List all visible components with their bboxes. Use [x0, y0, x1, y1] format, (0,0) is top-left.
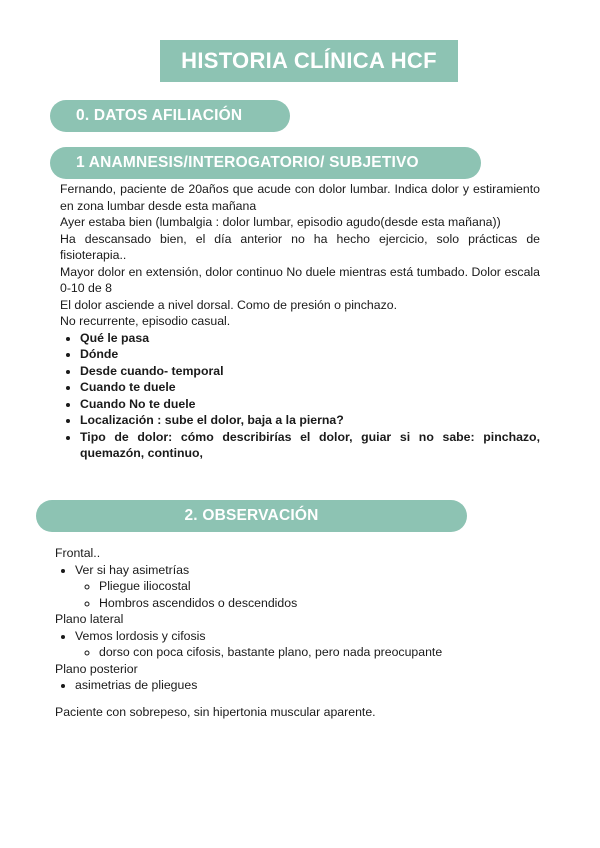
- lateral-list: [55, 628, 555, 661]
- frontal-sublist: [75, 578, 555, 611]
- observation-item: [75, 628, 555, 661]
- anamnesis-paragraph: Mayor dolor en extensión, dolor continuo No duele mientras está tumbado. Dolor escala 0-10 de 8: [60, 264, 540, 295]
- lateral-sublist: [75, 644, 555, 661]
- section-header-datos-afiliacion: 0. DATOS AFILIACIÓN: [50, 100, 290, 132]
- plane-label-posterior: Plano posterior: [55, 661, 138, 676]
- question-item: • Cuando No te duele: [80, 396, 540, 413]
- anamnesis-question-list: [60, 330, 540, 462]
- question-item: • Localización : sube el dolor, baja a la pierna?: [80, 412, 540, 429]
- anamnesis-paragraph: Ha descansado bien, el día anterior no ha hecho ejercicio, solo prácticas de fisioterapia..: [60, 231, 540, 262]
- anamnesis-paragraph: Ayer estaba bien (lumbalgia : dolor lumbar, episodio agudo(desde esta mañana)): [60, 215, 501, 229]
- spacer: [55, 694, 555, 704]
- plane-label-frontal: Frontal..: [55, 546, 101, 560]
- posterior-list: [55, 677, 555, 694]
- observation-subitem: ◦ Hombros ascendidos o descendidos: [99, 595, 555, 612]
- observation-item-text: Vemos lordosis y cifosis: [75, 628, 206, 643]
- anamnesis-paragraph: Fernando, paciente de 20años que acude con dolor lumbar. Indica dolor y estiramiento en zona lumbar desde esta mañana: [60, 182, 540, 213]
- section-header-observacion: 2. OBSERVACIÓN: [36, 500, 467, 532]
- question-item: • Qué le pasa: [80, 330, 540, 347]
- section-header-anamnesis: 1 ANAMNESIS/INTEROGATORIO/ SUBJETIVO: [50, 147, 481, 179]
- observation-item: • asimetrias de pliegues: [75, 677, 555, 694]
- observation-conclusion: Paciente con sobrepeso, sin hipertonia muscular aparente.: [55, 704, 376, 719]
- anamnesis-paragraph: El dolor asciende a nivel dorsal. Como de presión o pinchazo.: [60, 297, 397, 312]
- anamnesis-body: [60, 181, 540, 462]
- observation-item: [75, 562, 555, 612]
- question-item: • Tipo de dolor: cómo describirías el dolor, guiar si no sabe: pinchazo, quemazón, continuo,: [80, 429, 540, 462]
- observacion-body: [55, 545, 555, 720]
- question-item: • Desde cuando- temporal: [80, 363, 540, 380]
- anamnesis-paragraph: No recurrente, episodio casual.: [60, 314, 231, 328]
- frontal-list: [55, 562, 555, 612]
- question-item: • Cuando te duele: [80, 379, 540, 396]
- observation-subitem: ◦ Pliegue iliocostal: [99, 578, 555, 595]
- question-item: • Dónde: [80, 346, 540, 363]
- plane-label-lateral: Plano lateral: [55, 612, 124, 626]
- page-title: HISTORIA CLÍNICA HCF: [160, 40, 458, 82]
- observation-item-text: Ver si hay asimetrías: [75, 562, 190, 577]
- observation-subitem: ◦ dorso con poca cifosis, bastante plano, pero nada preocupante: [99, 644, 555, 661]
